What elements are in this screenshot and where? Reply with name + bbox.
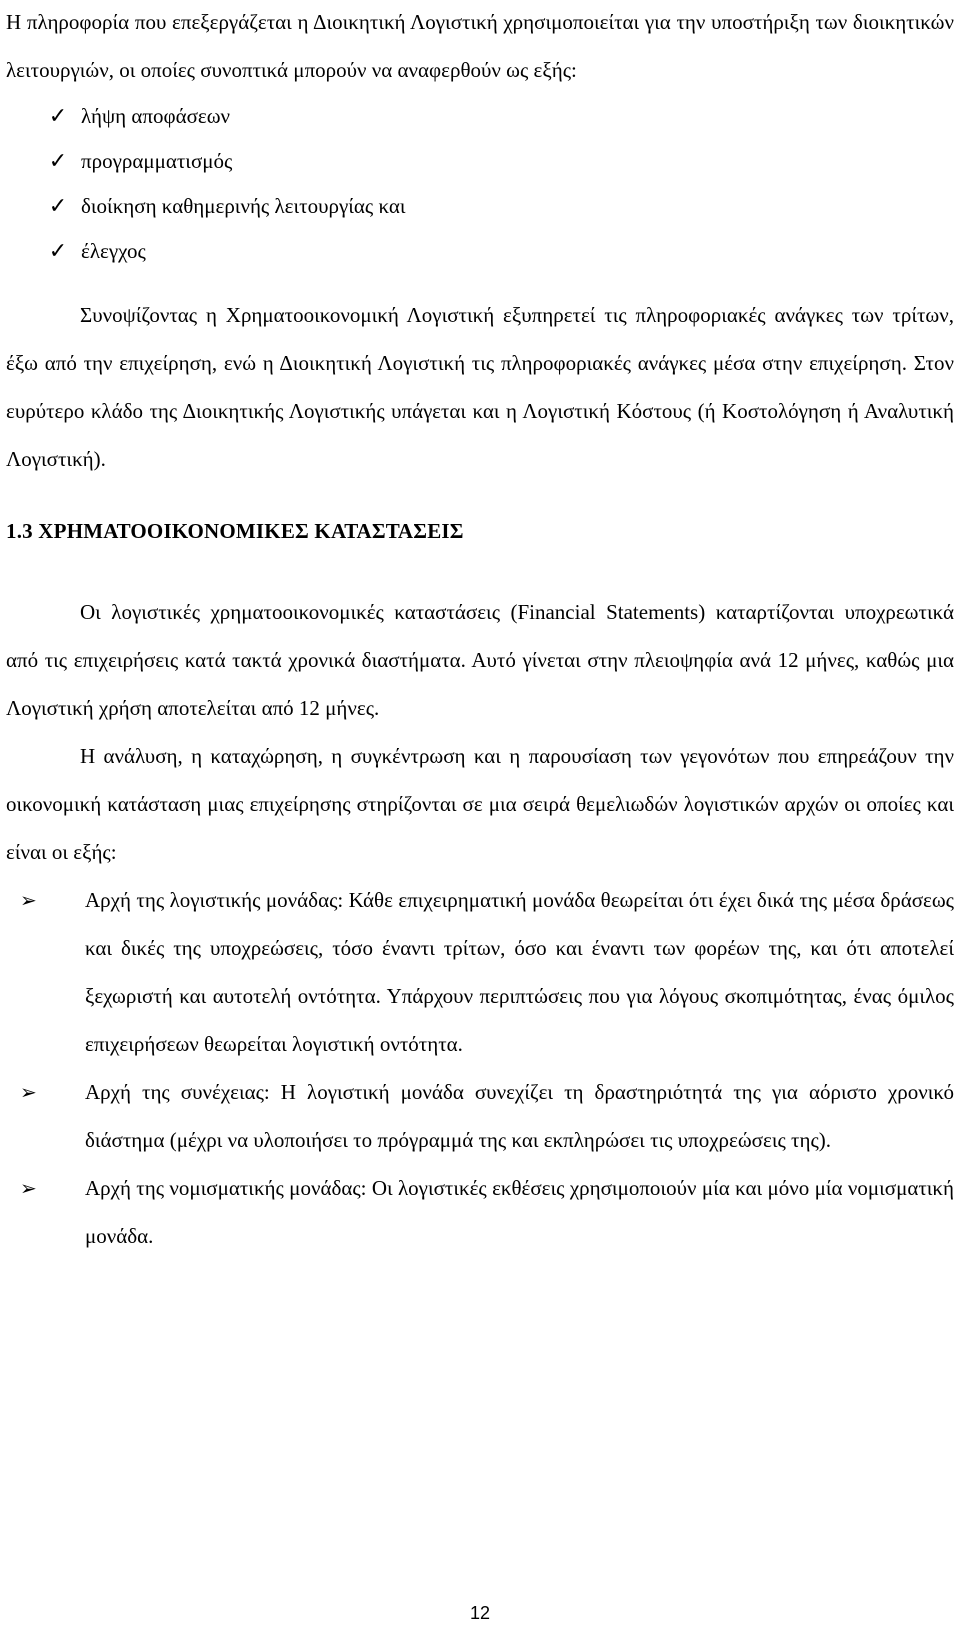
list-item — [6, 1164, 954, 1260]
checkmark-icon: ✓ — [48, 104, 68, 129]
list-item-text: διοίκηση καθημερινής λειτουργίας και — [81, 194, 406, 218]
list-item — [6, 1068, 954, 1164]
arrowhead-icon: ➢ — [20, 1176, 37, 1200]
list-item-text: προγραμματισμός — [81, 149, 233, 173]
accounting-principles-list — [6, 876, 954, 1260]
arrowhead-icon: ➢ — [20, 1080, 37, 1104]
checkmark-icon: ✓ — [48, 149, 68, 174]
list-item — [6, 139, 954, 184]
list-item-text: λήψη αποφάσεων — [81, 104, 231, 128]
page-number: 12 — [469, 1603, 491, 1623]
summary-paragraph: Συνοψίζοντας η Χρηματοοικονομική Λογιστική εξυπηρετεί τις πληροφοριακές ανάγκες των τρίτων, έξω από την επιχείρηση, ενώ η Διοικητική Λογιστική τις πληροφοριακές ανάγκες μέσα στην επιχείρηση. Στον ευρύτερο κλάδο της Διοικητικής Λογιστικής υπάγεται και η Λογιστική Κόστους (ή Κοστολόγηση ή Αναλυτική Λογιστική). — [6, 303, 954, 471]
document-page — [6, 0, 954, 1260]
list-item — [6, 184, 954, 229]
list-item — [6, 876, 954, 1068]
checkmark-icon: ✓ — [48, 194, 68, 219]
financial-statements-paragraph: Οι λογιστικές χρηματοοικονομικές καταστάσεις (Financial Statements) καταρτίζονται υποχρεωτικά από τις επιχειρήσεις κατά τακτά χρονικά διαστήματα. Αυτό γίνεται στην πλειοψηφία ανά 12 μήνες, καθώς μια Λογιστική χρήση αποτελείται από 12 μήνες. — [6, 600, 954, 720]
management-functions-list — [6, 94, 954, 274]
accounting-principles-intro-paragraph: Η ανάλυση, η καταχώρηση, η συγκέντρωση και η παρουσίαση των γεγονότων που επηρεάζουν την οικονομική κατάσταση μιας επιχείρησης στηρίζονται σε μια σειρά θεμελιωδών λογιστικών αρχών οι οποίες και είναι οι εξής: — [6, 744, 954, 864]
list-item — [6, 229, 954, 274]
list-item-text: Αρχή της συνέχειας: Η λογιστική μονάδα συνεχίζει τη δραστηριότητά της για αόριστο χρονικό διάστημα (μέχρι να υλοποιήσει το πρόγραμμά της και εκπληρώσει τις υποχρεώσεις της). — [85, 1080, 954, 1152]
list-item-text: Αρχή της λογιστικής μονάδας: Κάθε επιχειρηματική μονάδα θεωρείται ότι έχει δικά της μέσα δράσεως και δικές της υποχρεώσεις, τόσο έναντι τρίτων, όσο και έναντι των φορέων της, και ότι αποτελεί ξεχωριστή και αυτοτελή οντότητα. Υπάρχουν περιπτώσεις που για λόγους σκοπιμότητας, ένας όμιλος επιχειρήσεων θεωρείται λογιστική οντότητα. — [85, 888, 954, 1056]
list-item-text: έλεγχος — [81, 239, 146, 263]
arrowhead-icon: ➢ — [20, 888, 37, 912]
list-item — [6, 94, 954, 139]
checkmark-icon: ✓ — [48, 239, 68, 264]
list-item-text: Αρχή της νομισματικής μονάδας: Οι λογιστικές εκθέσεις χρησιμοποιούν μία και μόνο μία νομισματική μονάδα. — [85, 1176, 954, 1248]
section-heading: 1.3 ΧΡΗΜΑΤΟΟΙΚΟΝΟΜΙΚΕΣ ΚΑΤΑΣΤΑΣΕΙΣ — [6, 519, 464, 543]
intro-paragraph: Η πληροφορία που επεξεργάζεται η Διοικητική Λογιστική χρησιμοποιείται για την υποστήριξη των διοικητικών λειτουργιών, οι οποίες συνοπτικά μπορούν να αναφερθούν ως εξής: — [6, 10, 954, 82]
